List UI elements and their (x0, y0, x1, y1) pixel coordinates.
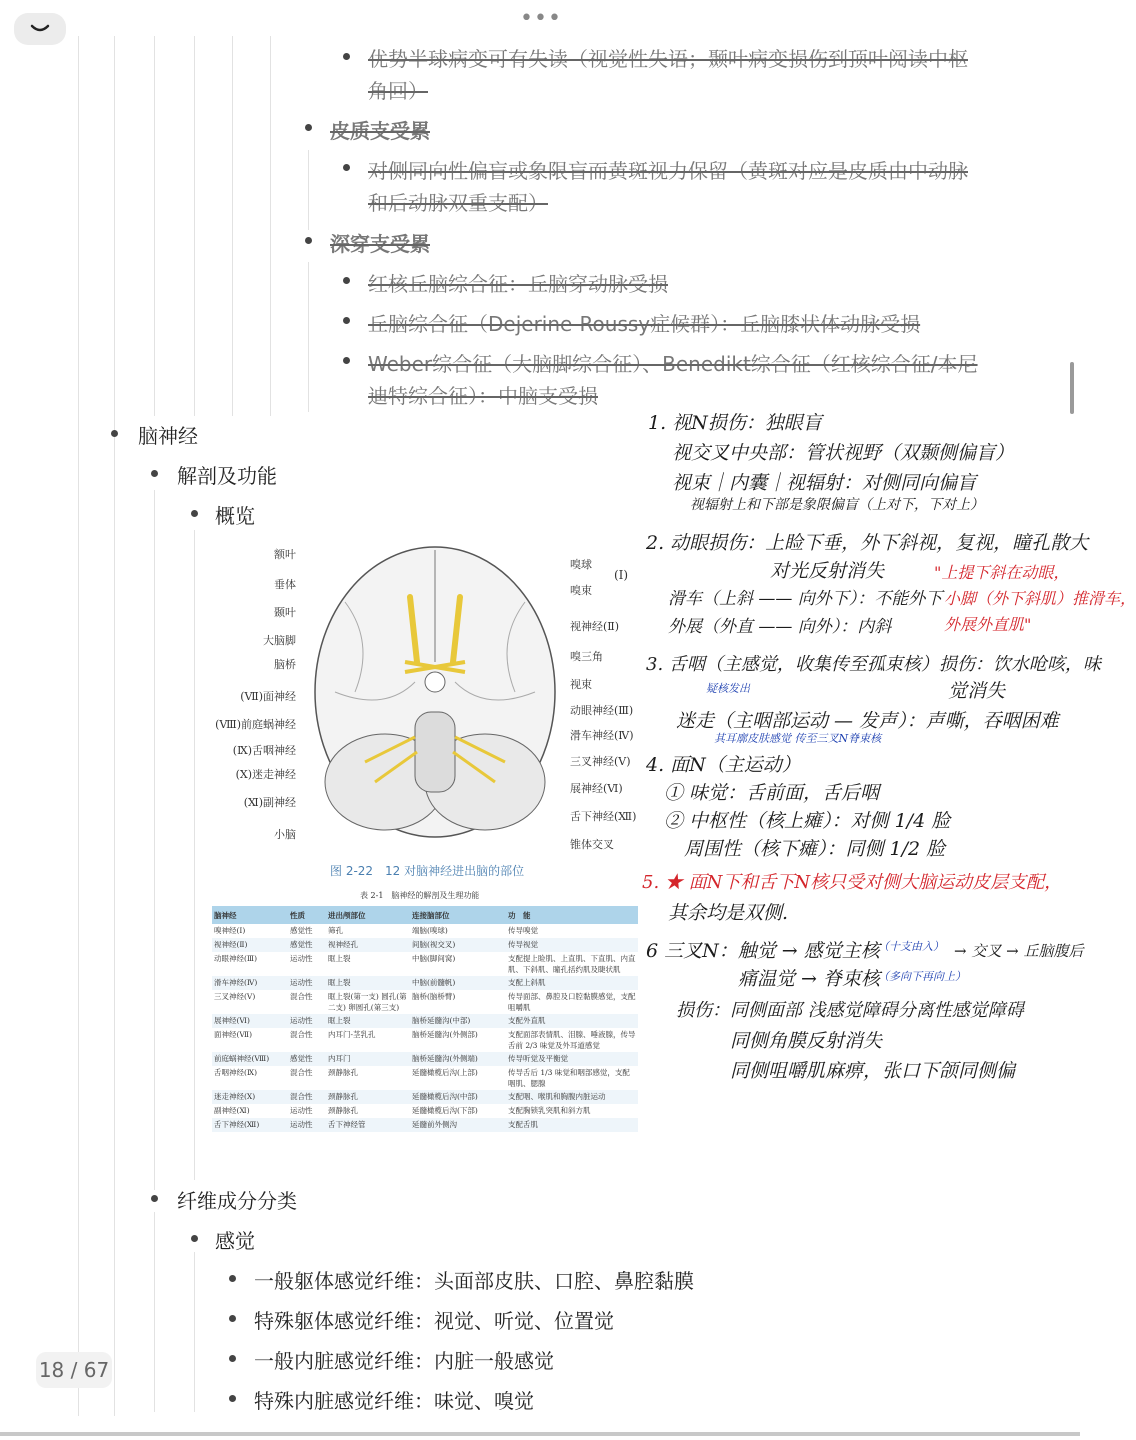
note-line: 3. 舌咽（主感觉，收集传至孤束核）损伤：饮水呛咳，味 (646, 654, 1101, 675)
table-cell: 混合性 (288, 1090, 326, 1104)
table-row (212, 1118, 638, 1132)
bullet (343, 357, 350, 364)
table-cell: 颈静脉孔 (328, 1068, 358, 1077)
bullet (191, 1235, 198, 1242)
outline-guide (194, 530, 195, 1180)
collapse-button[interactable] (14, 13, 66, 45)
table-header: 功 能 (506, 906, 638, 924)
outline-guide (232, 36, 233, 416)
table-row (212, 1028, 638, 1052)
table-cell: 舌咽神经(Ⅸ) (214, 1068, 258, 1077)
table-cell: 眶上裂 (326, 1014, 410, 1028)
table-cell: 运动性 (290, 1106, 313, 1115)
label-pyramidal-decussation: 锥体交叉 (570, 838, 614, 851)
outline-guide (308, 150, 309, 230)
table-cell: 舌下神经(Ⅻ) (212, 1118, 288, 1132)
bullet (111, 430, 118, 437)
note-line: 1. 视N损伤：独眼盲 (648, 412, 822, 434)
outline-guide (78, 36, 79, 1416)
table-cell: 运动性 (288, 1118, 326, 1132)
table-cell: 传导视觉 (506, 938, 638, 952)
table-cell: 支配面部表情肌、泪腺、唾液腺，传导舌前 2/3 味觉及外耳道感觉 (508, 1030, 636, 1050)
more-options-icon[interactable]: ••• (520, 6, 562, 31)
note-line: 4. 面N（主运动） (646, 754, 801, 776)
table-cell: 三叉神经(Ⅴ) (214, 992, 256, 1001)
outline-item: 特殊内脏感觉纤维：味觉、嗅觉 (254, 1389, 534, 1413)
outline-item-cont: 迪特综合征）：中脑支受损 (368, 384, 598, 408)
outline-guide (154, 490, 155, 1190)
bottom-divider (0, 1432, 1080, 1436)
label-hypoglossal-nerve: 舌下神经(Ⅻ) (570, 810, 637, 823)
table-cell: 内耳门 (326, 1052, 410, 1066)
label-oculomotor-nerve: 动眼神经(Ⅲ) (570, 704, 634, 717)
label-vestibulocochlear-nerve: (Ⅷ)前庭蜗神经 (215, 718, 296, 731)
table-header: 性质 (288, 906, 326, 924)
label-abducens-nerve: 展神经(Ⅵ) (570, 782, 623, 795)
label-trochlear-nerve: 滑车神经(Ⅳ) (570, 729, 634, 742)
label-accessory-nerve: (Ⅺ)副神经 (243, 796, 296, 809)
note-line: 外展（外直 —— 向外）：内斜 (668, 617, 892, 637)
bullet (229, 1315, 236, 1322)
table-row (212, 1090, 638, 1104)
table-row (212, 976, 638, 990)
table-cell: 迷走神经(Ⅹ) (212, 1090, 288, 1104)
note-annotation: （多向下再向上） (878, 970, 966, 983)
outline-item: 丘脑综合征（Dejerine-Roussy症候群）：丘脑膝状体动脉受损 (368, 312, 921, 336)
scrollbar[interactable] (1070, 362, 1074, 414)
bullet (343, 277, 350, 284)
note-line: 痛温觉 → 脊束核 (738, 968, 880, 990)
bullet (305, 124, 312, 131)
outline-item: 一般内脏感觉纤维：内脏一般感觉 (254, 1349, 554, 1373)
table-cell: 运动性 (288, 1014, 326, 1028)
table-row (212, 938, 638, 952)
note-mnemonic: 外展外直肌" (944, 615, 1032, 634)
table-cell: 延髓橄榄后沟(中部) (410, 1090, 506, 1104)
outline-item-cont: 角回） (368, 79, 428, 103)
table-cell: 脑桥延髓沟(外侧端) (410, 1052, 506, 1066)
table-header: 连接脑部位 (410, 906, 506, 924)
table-cell: 延髓前外侧沟 (410, 1118, 506, 1132)
table-cell: 端脑(嗅球) (412, 926, 448, 935)
outline-item: 特殊躯体感觉纤维：视觉、听觉、位置觉 (254, 1309, 614, 1333)
outline-item: 对侧同向性偏盲或象限盲而黄斑视力保留（黄斑对应是皮质由中动脉 (368, 159, 968, 183)
outline-item: 优势半球病变可有失读（视觉性失语；颞叶病变损伤到顶叶阅读中枢 (368, 47, 968, 71)
table-title: 表 2-1 脑神经的解剖及生理功能 (360, 891, 480, 900)
table-cell: 嗅神经(Ⅰ) (214, 926, 246, 935)
note-line: 滑车（上斜 —— 向外下）：不能外下 (668, 589, 943, 609)
label-frontal-lobe: 额叶 (274, 548, 296, 561)
note-line: 对光反射消失 (770, 560, 885, 582)
bullet (343, 317, 350, 324)
table-cell: 中脑(脚间窝) (412, 954, 456, 963)
table-cell: 面神经(Ⅶ) (214, 1030, 253, 1039)
outline-heading-fiber-classification[interactable]: 纤维成分分类 (177, 1189, 297, 1213)
label-vagus-nerve: (Ⅹ)迷走神经 (235, 768, 296, 781)
outline-heading-cranial-nerves[interactable]: 脑神经 (138, 424, 198, 448)
outline-guide (154, 1212, 155, 1412)
table-cell: 颈静脉孔 (328, 1106, 358, 1115)
note-mnemonic: 小脚（外下斜肌）推滑车， (944, 589, 1136, 608)
note-key-point: 5. ★ 面N下和舌下N核只受对侧大脑运动皮层支配， (642, 872, 1063, 893)
note-line: ② 中枢性（核上瘫）：对侧 1/4 脸 (664, 810, 951, 832)
label-trigeminal-nerve: 三叉神经(Ⅴ) (570, 755, 631, 768)
label-olfactory-trigone: 嗅三角 (570, 650, 603, 663)
table-cell: 感觉性 (290, 926, 313, 935)
table-cell: 混合性 (290, 1030, 313, 1039)
figure-caption: 图 2-22 12 对脑神经进出脑的部位 (330, 864, 525, 878)
bullet (151, 1195, 158, 1202)
note-line: 视辐射上和下部是象限偏盲（上对下，下对上） (690, 497, 984, 513)
note-annotation: （十支由入） (878, 940, 944, 953)
note-line: 视交叉中央部：管状视野（双颞侧偏盲） (672, 442, 1015, 464)
table-header: 进出颅部位 (326, 906, 410, 924)
outline-guide (194, 1252, 195, 1412)
table-row (212, 1104, 638, 1118)
table-cell: 支配提上睑肌、上直肌、下直肌、内直肌、下斜肌、瞳孔括约肌及睫状肌 (508, 954, 636, 974)
note-annotation: 其耳廓皮肤感觉 传至三叉N脊束核 (714, 732, 882, 745)
table-cell: 脑桥延髓沟(外侧部) (412, 1030, 478, 1039)
outline-guide (154, 36, 155, 416)
outline-heading-anatomy[interactable]: 解剖及功能 (177, 464, 277, 488)
table-cell: 中脑(前髓帆) (410, 976, 506, 990)
bullet (305, 237, 312, 244)
table-cell: 感觉性 (288, 938, 326, 952)
label-glossopharyngeal-nerve: (Ⅸ)舌咽神经 (232, 744, 296, 757)
label-pons: 脑桥 (274, 658, 296, 671)
table-cell: 视神经(Ⅱ) (212, 938, 288, 952)
table-row (212, 924, 638, 938)
outline-heading-sensory[interactable]: 感觉 (215, 1229, 255, 1253)
table-cell: 动眼神经(Ⅲ) (214, 954, 258, 963)
table-row (212, 1014, 638, 1028)
table-cell: 支配舌肌 (506, 1118, 638, 1132)
table-cell: 支配胸锁乳突肌和斜方肌 (508, 1106, 591, 1115)
table-cell: 混合性 (290, 992, 313, 1001)
cranial-nerve-table (212, 906, 638, 1132)
outline-guide (114, 36, 115, 1416)
note-line: 同侧咀嚼肌麻痹，张口下颌同侧偏 (730, 1060, 1016, 1082)
bullet (229, 1355, 236, 1362)
table-cell: 筛孔 (328, 926, 343, 935)
note-line: 视束｜内囊｜视辐射：对侧同向偏盲 (672, 472, 977, 494)
table-cell: 颈静脉孔 (326, 1090, 410, 1104)
outline-item: 皮质支受累 (330, 119, 430, 143)
table-cell: 传导嗅觉 (508, 926, 538, 935)
note-line: 周围性（核下瘫）：同侧 1/2 脸 (684, 838, 946, 860)
outline-guide (194, 36, 195, 416)
table-cell: 副神经(Ⅺ) (214, 1106, 250, 1115)
note-line: 觉消失 (948, 680, 1006, 702)
table-cell: 支配咽、喉肌和胸腹内脏运动 (506, 1090, 638, 1104)
table-cell: 混合性 (290, 1068, 313, 1077)
table-cell: 支配外直肌 (506, 1014, 638, 1028)
table-cell: 运动性 (288, 976, 326, 990)
table-cell: 延髓橄榄后沟(下部) (412, 1106, 478, 1115)
table-row (212, 952, 638, 976)
label-optic-tract: 视束 (570, 678, 592, 691)
label-pituitary: 垂体 (274, 578, 296, 591)
table-cell: 前庭蜗神经(Ⅷ) (212, 1052, 288, 1066)
note-line: 6 三叉N：触觉 → 感觉主核 (646, 940, 880, 962)
note-line: 其余均是双侧. (668, 902, 789, 924)
label-cerebral-peduncle: 大脑脚 (263, 634, 296, 647)
page-indicator: 18 / 67 (36, 1352, 112, 1388)
outline-item-cont: 和后动脉双重支配） (368, 191, 548, 215)
table-header: 脑神经 (212, 906, 288, 924)
table-cell: 滑车神经(Ⅳ) (212, 976, 288, 990)
label-optic-nerve: 视神经(Ⅱ) (570, 620, 620, 633)
bullet (229, 1395, 236, 1402)
label-olfactory-bulb: 嗅球 (570, 558, 592, 571)
table-cell: 内耳门-茎乳孔 (328, 1030, 376, 1039)
chevron-down-icon (29, 22, 51, 36)
label-facial-nerve: (Ⅶ)面神经 (240, 690, 296, 703)
note-line: 损伤：同侧面部 浅感觉障碍分离性感觉障碍 (676, 1000, 1024, 1021)
outline-item: Weber综合征（大脑脚综合征）、Benedikt综合征（红核综合征/本尼 (368, 352, 978, 376)
outline-guide (308, 262, 309, 412)
table-cell: 舌下神经管 (326, 1118, 410, 1132)
table-cell: 传导面部、鼻腔及口腔黏膜感觉，支配咀嚼肌 (508, 992, 636, 1012)
bullet (191, 510, 198, 517)
table-cell: 感觉性 (288, 1052, 326, 1066)
table-cell: 间脑(视交叉) (410, 938, 506, 952)
table-cell: 脑桥(脑桥臂) (412, 992, 456, 1001)
table-cell: 运动性 (290, 954, 313, 963)
bullet (229, 1275, 236, 1282)
outline-item: 红核丘脑综合征：丘脑穿动脉受损 (368, 272, 668, 296)
note-line: → 交叉 → 丘脑腹后 (954, 942, 1084, 960)
outline-heading-overview[interactable]: 概览 (215, 504, 255, 528)
bullet (151, 470, 158, 477)
table-header-row (212, 906, 638, 924)
table-row (212, 990, 638, 1014)
outline-item: 一般躯体感觉纤维：头面部皮肤、口腔、鼻腔黏膜 (254, 1269, 694, 1293)
table-cell: 延髓橄榄后沟(上部) (412, 1068, 478, 1077)
note-line: 同侧角膜反射消失 (730, 1030, 883, 1052)
label-cerebellum: 小脑 (274, 828, 296, 841)
table-cell: 展神经(Ⅵ) (212, 1014, 288, 1028)
table-cell: 视神经孔 (326, 938, 410, 952)
table-cell: 眶上裂 (328, 954, 351, 963)
note-mnemonic: "上提下斜在动眼， (934, 563, 1070, 582)
brace-label: (Ⅰ) (614, 568, 629, 582)
note-line: 迷走（主咽部运动 — 发声）：声嘶，吞咽困难 (676, 710, 1059, 732)
note-annotation: 疑核发出 (706, 682, 750, 695)
table-cell: 眶上裂 (326, 976, 410, 990)
table-cell: 脑桥延髓沟(中部) (410, 1014, 506, 1028)
bullet (343, 164, 350, 171)
note-line: 2. 动眼损伤：上睑下垂，外下斜视，复视，瞳孔散大 (646, 532, 1089, 554)
label-olfactory-tract: 嗅束 (570, 584, 592, 597)
outline-item: 深穿支受累 (330, 232, 430, 256)
label-temporal-lobe: 颞叶 (274, 606, 296, 619)
bullet (343, 53, 350, 60)
table-cell: 传导舌后 1/3 味觉和咽部感觉，支配咽肌、腮腺 (508, 1068, 630, 1088)
table-row (212, 1066, 638, 1090)
table-cell: 眶上裂(第一支) 圆孔(第二支) 卵圆孔(第三支) (328, 992, 407, 1012)
table-cell: 支配上斜肌 (506, 976, 638, 990)
table-row (212, 1052, 638, 1066)
note-line: ① 味觉：舌前面，舌后咽 (664, 782, 880, 804)
outline-guide (270, 36, 271, 416)
table-cell: 传导听觉及平衡觉 (506, 1052, 638, 1066)
